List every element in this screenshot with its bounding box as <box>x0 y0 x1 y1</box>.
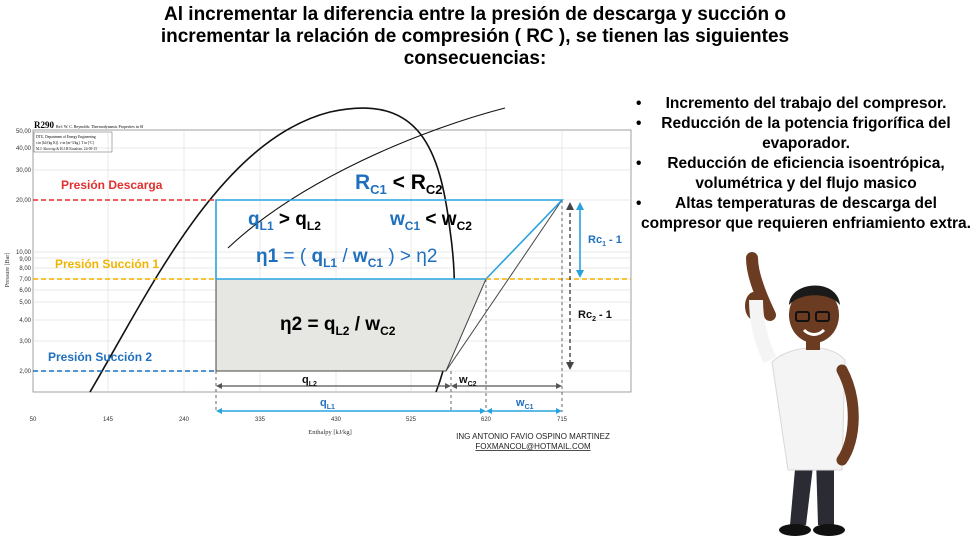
y-tick-labels <box>16 129 32 375</box>
y-tick: 40,00 <box>15 146 31 152</box>
eta1-equation: η1 = ( $q_{L1} / w_{C1}$ ) > η2 <box>256 246 438 270</box>
y-tick: 3,00 <box>19 339 31 345</box>
x-tick: 430 <box>330 417 342 423</box>
x-tick: 335 <box>254 417 266 423</box>
rc2-label: $Rc_2 - 1$ <box>578 309 612 323</box>
suction2-label: Presión Succión 2 <box>48 350 153 364</box>
header-note: Ref: W. C. Reynolds: Thermodynamic Properties in SI <box>56 124 144 129</box>
title-line-2: incrementar la relación de compresión ( RC ), se tienen las siguientes <box>160 26 790 47</box>
title-line-3: consecuencias: <box>403 48 547 69</box>
rc2-arrow <box>566 202 574 370</box>
y-tick: 30,00 <box>15 168 31 174</box>
y-axis-label: Pressure [Bar] <box>5 252 11 288</box>
x-tick: 715 <box>556 417 568 423</box>
rc1-label: $Rc_1 - 1$ <box>588 234 622 248</box>
x-axis-label: Enthalpy [kJ/kg] <box>308 429 352 436</box>
y-tick: 8,00 <box>19 266 31 272</box>
consequences-list <box>628 94 974 234</box>
info-line-3: M.J. Skovrup & H.J.H Knudsen. 24-09-15 <box>36 147 98 151</box>
author-email: FOXMANCOL@HOTMAIL.COM <box>475 442 591 451</box>
list-item: • Reducción de eficiencia isoentrópica, volumétrica y del flujo masico <box>628 154 974 194</box>
y-tick: 2,00 <box>19 369 31 375</box>
list-item: • Altas temperaturas de descarga del compresor que requieren enfriamiento extra. <box>628 194 974 234</box>
x-tick: 145 <box>102 417 114 423</box>
discharge-label: Presión Descarga <box>61 178 163 192</box>
ql2-label: $q_{L2}$ <box>302 374 317 388</box>
waving-character-illustration <box>745 258 853 536</box>
info-line-2: s in [kJ/(kg K)]. v in [m^3/kg]. T in [ºC] <box>36 141 94 145</box>
cycle1-outline <box>216 200 562 279</box>
info-line-1: DTU, Department of Energy Engineering <box>36 135 96 139</box>
ql1-label: $q_{L1}$ <box>320 397 335 411</box>
q-comparison: $q_{L1} > q_{L2}$ <box>248 209 321 233</box>
suction1-label: Presión Succión 1 <box>55 257 160 271</box>
eta2-equation: $\eta 2 = q_{L2} / w_{C2}$ <box>280 314 396 338</box>
y-tick: 4,00 <box>19 318 31 324</box>
list-item: • Incremento del trabajo del compresor. <box>628 94 974 114</box>
y-tick: 50,00 <box>15 129 31 135</box>
title-line-1: Al incrementar la diferencia entre la presión de descarga y succión o <box>164 4 786 25</box>
list-item: • Reducción de la potencia frigorífica del evaporador. <box>628 114 974 154</box>
y-tick: 10,00 <box>15 250 31 256</box>
x-tick: 525 <box>405 417 417 423</box>
rc1-arrow <box>576 202 584 278</box>
ql2-dimension <box>216 383 451 389</box>
x-tick-labels <box>30 417 568 423</box>
wc1-label: $w_{C1}$ <box>516 397 534 411</box>
rc-comparison: $R_{C1} < R_{C2}$ <box>355 171 443 197</box>
x-tick: 620 <box>480 417 492 423</box>
y-tick: 5,00 <box>19 300 31 306</box>
w-comparison: $w_{C1} < w_{C2}$ <box>390 209 472 233</box>
ql1-dimension <box>216 408 486 414</box>
y-tick: 9,00 <box>19 257 31 263</box>
x-tick: 50 <box>29 417 37 423</box>
y-tick: 20,00 <box>15 198 31 204</box>
refrigerant-label: R290 <box>34 120 54 130</box>
y-tick: 7,00 <box>19 277 31 283</box>
wc2-label: $w_{C2}$ <box>459 374 477 388</box>
x-tick: 240 <box>178 417 190 423</box>
author-name: ING ANTONIO FAVIO OSPINO MARTINEZ <box>456 432 610 441</box>
y-tick: 6,00 <box>19 288 31 294</box>
